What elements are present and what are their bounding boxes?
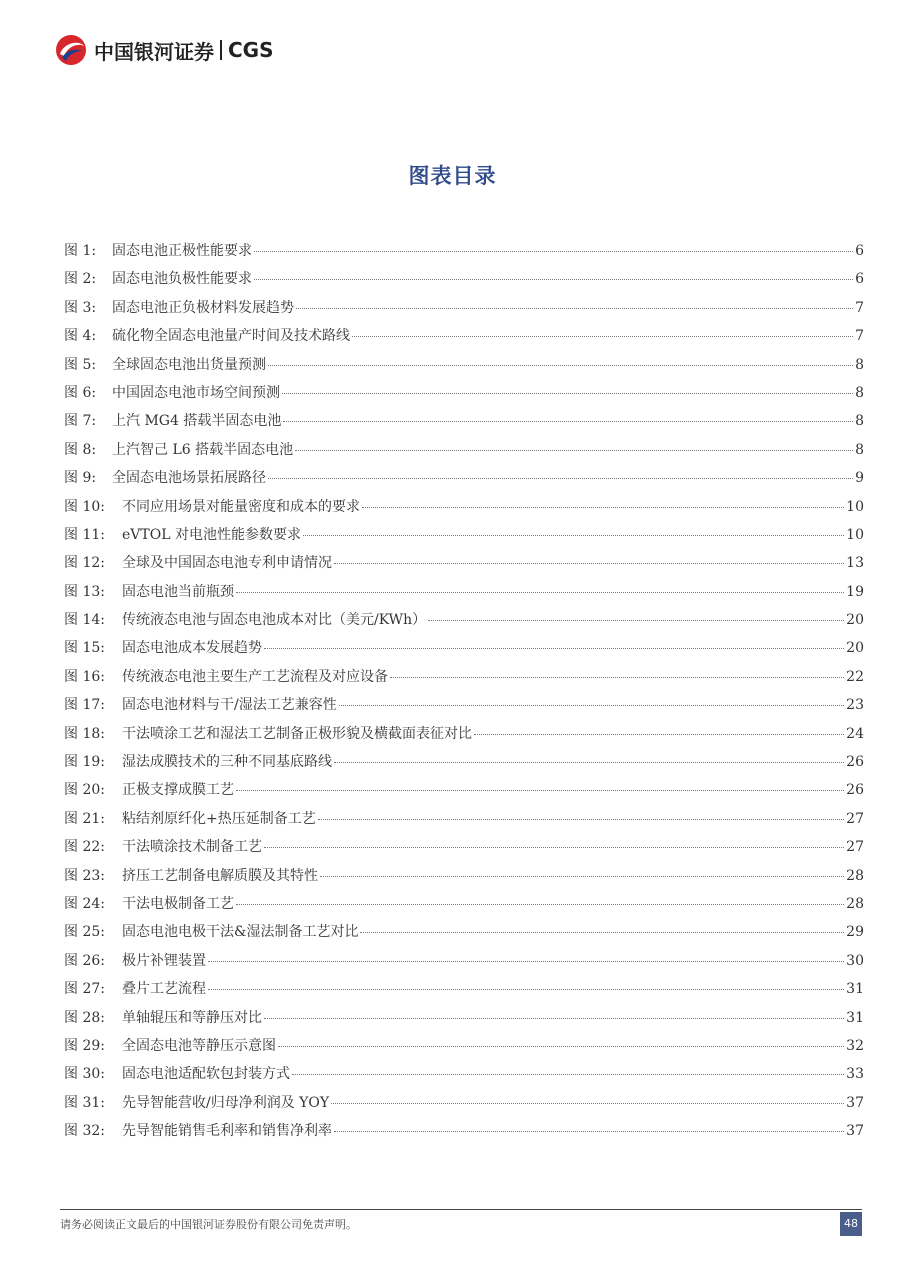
toc-entry-page: 6: [855, 243, 864, 259]
toc-entry-title: 全固态电池等静压示意图: [122, 1037, 276, 1054]
toc-entry-page: 8: [855, 356, 864, 373]
toc-entry-title: 干法喷涂工艺和湿法工艺制备正极形貌及横截面表征对比: [122, 725, 472, 742]
footer-disclaimer: 请务必阅读正文最后的中国银河证券股份有限公司免责声明。: [60, 1218, 357, 1231]
toc-entry[interactable]: [64, 297, 864, 325]
toc-entry-page: 8: [855, 413, 864, 430]
toc-entry[interactable]: [64, 751, 864, 779]
toc-entry[interactable]: [64, 921, 864, 949]
toc-dot-leader: [254, 278, 853, 280]
toc-entry[interactable]: [64, 439, 864, 467]
toc-entry-title: 先导智能销售毛利率和销售净利率: [122, 1123, 332, 1140]
toc-entry-title: 中国固态电池市场空间预测: [112, 384, 280, 401]
toc-dot-leader: [282, 392, 853, 394]
toc-dot-leader: [390, 676, 844, 678]
toc-entry-title: 全球固态电池出货量预测: [112, 356, 266, 373]
toc-entry[interactable]: [64, 581, 864, 609]
toc-entry-title: 固态电池负极性能要求: [112, 271, 252, 288]
toc-dot-leader: [334, 562, 844, 564]
toc-entry-label: 图 12:: [64, 555, 105, 572]
toc-entry[interactable]: [64, 666, 864, 694]
toc-entry-label: 图 24:: [64, 895, 105, 912]
toc-entry[interactable]: [64, 382, 864, 410]
toc-entry[interactable]: [64, 694, 864, 722]
toc-entry-page: 28: [846, 867, 864, 884]
toc-dot-leader: [264, 1017, 844, 1019]
toc-entry-title: 全固态电池场景拓展路径: [112, 470, 266, 487]
toc-entry[interactable]: [64, 865, 864, 893]
toc-entry-page: 29: [846, 924, 864, 941]
figure-table-of-contents: [64, 240, 864, 1149]
toc-entry-title: 固态电池材料与干/湿法工艺兼容性: [122, 697, 337, 714]
toc-entry-page: 37: [846, 1094, 864, 1111]
toc-entry-title: 正极支撑成膜工艺: [122, 782, 234, 799]
toc-entry-label: 图 13:: [64, 583, 105, 600]
toc-entry[interactable]: [64, 779, 864, 807]
toc-dot-leader: [208, 988, 844, 990]
toc-dot-leader: [283, 420, 853, 422]
toc-entry-title: 叠片工艺流程: [122, 981, 206, 998]
toc-entry-label: 图 4:: [64, 328, 97, 345]
toc-entry-label: 图 23:: [64, 867, 105, 884]
logo-chinese-name: 中国银河证券: [94, 39, 214, 64]
toc-entry-label: 图 21:: [64, 810, 105, 827]
toc-entry-title: 传统液态电池与固态电池成本对比（美元/KWh）: [122, 612, 427, 629]
toc-entry-label: 图 10:: [64, 498, 105, 515]
toc-entry-title: 硫化物全固态电池量产时间及技术路线: [112, 328, 350, 345]
toc-entry-label: 图 5:: [64, 356, 97, 373]
toc-entry-label: 图 26:: [64, 952, 105, 969]
toc-entry-label: 图 9:: [64, 470, 97, 487]
toc-entry-title: 干法喷涂技术制备工艺: [122, 839, 262, 856]
toc-entry[interactable]: [64, 1063, 864, 1091]
toc-entry-label: 图 31:: [64, 1094, 105, 1111]
toc-dot-leader: [318, 818, 844, 820]
toc-entry-label: 图 6:: [64, 384, 97, 401]
toc-entry-label: 图 32:: [64, 1123, 105, 1140]
toc-entry[interactable]: [64, 496, 864, 524]
toc-entry-title: 固态电池适配软包封装方式: [122, 1066, 290, 1083]
toc-entry-page: 20: [846, 612, 864, 629]
toc-entry[interactable]: [64, 1007, 864, 1035]
toc-entry-page: 10: [846, 526, 864, 543]
toc-entry-label: 图 15:: [64, 640, 105, 657]
logo-english-name: CGS: [228, 38, 274, 62]
page-title: 图表目录: [408, 163, 497, 188]
toc-dot-leader: [292, 1073, 844, 1075]
toc-dot-leader: [352, 335, 853, 337]
toc-entry-title: 不同应用场景对能量密度和成本的要求: [122, 498, 360, 515]
toc-entry[interactable]: [64, 1035, 864, 1063]
toc-entry-page: 24: [846, 725, 864, 742]
toc-entry-title: 传统液态电池主要生产工艺流程及对应设备: [122, 668, 388, 685]
toc-entry[interactable]: [64, 268, 864, 296]
toc-entry-label: 图 25:: [64, 924, 105, 941]
toc-entry-title: 上汽 MG4 搭载半固态电池: [112, 413, 282, 430]
toc-entry-page: 6: [855, 271, 864, 288]
toc-entry[interactable]: [64, 240, 864, 268]
toc-entry-page: 37: [846, 1123, 864, 1140]
toc-entry-page: 26: [846, 754, 864, 771]
toc-entry-page: 22: [846, 668, 864, 685]
toc-entry[interactable]: [64, 978, 864, 1006]
toc-entry-label: 图 7:: [64, 413, 97, 430]
toc-entry-label: 图 29:: [64, 1037, 105, 1054]
toc-dot-leader: [236, 591, 844, 593]
toc-entry[interactable]: [64, 1120, 864, 1148]
toc-entry-page: 31: [846, 1009, 864, 1026]
toc-dot-leader: [254, 250, 853, 252]
toc-entry[interactable]: [64, 836, 864, 864]
toc-entry[interactable]: [64, 808, 864, 836]
toc-entry[interactable]: [64, 467, 864, 495]
toc-entry-title: 极片补锂装置: [122, 952, 206, 969]
toc-entry-label: 图 2:: [64, 271, 97, 288]
toc-dot-leader: [320, 875, 844, 877]
toc-entry-page: 9: [855, 470, 864, 487]
toc-entry[interactable]: [64, 410, 864, 438]
toc-entry-label: 图 19:: [64, 754, 105, 771]
toc-entry-page: 33: [846, 1066, 864, 1083]
toc-entry-label: 图 30:: [64, 1066, 105, 1083]
page-number-badge: 48: [840, 1212, 862, 1236]
toc-dot-leader: [208, 960, 844, 962]
toc-entry-label: 图 14:: [64, 612, 105, 629]
toc-entry-page: 28: [846, 895, 864, 912]
toc-dot-leader: [296, 307, 853, 309]
toc-entry-label: 图 8:: [64, 441, 97, 458]
toc-dot-leader: [236, 789, 844, 791]
toc-entry[interactable]: [64, 609, 864, 637]
toc-entry[interactable]: [64, 325, 864, 353]
toc-dot-leader: [264, 647, 844, 649]
toc-entry-page: 27: [846, 839, 864, 856]
toc-entry-title: 干法电极制备工艺: [122, 895, 234, 912]
toc-entry-page: 19: [846, 583, 864, 600]
toc-entry-title: 固态电池成本发展趋势: [122, 640, 262, 657]
toc-entry-label: 图 22:: [64, 839, 105, 856]
brand-logo: [54, 34, 274, 66]
toc-entry-page: 26: [846, 782, 864, 799]
toc-entry-title: 固态电池电极干法&湿法制备工艺对比: [122, 924, 359, 941]
toc-dot-leader: [264, 846, 844, 848]
toc-entry-page: 8: [855, 441, 864, 458]
toc-entry-title: eVTOL 对电池性能参数要求: [122, 526, 301, 543]
toc-entry-label: 图 1:: [64, 243, 97, 259]
toc-entry-label: 图 28:: [64, 1009, 105, 1026]
toc-entry-label: 图 3:: [64, 299, 97, 316]
toc-entry[interactable]: [64, 723, 864, 751]
toc-dot-leader: [331, 1102, 844, 1104]
toc-entry[interactable]: [64, 354, 864, 382]
toc-entry-title: 全球及中国固态电池专利申请情况: [122, 555, 332, 572]
toc-entry-label: 图 20:: [64, 782, 105, 799]
toc-dot-leader: [236, 903, 844, 905]
toc-entry-title: 湿法成膜技术的三种不同基底路线: [122, 754, 332, 771]
toc-entry-page: 30: [846, 952, 864, 969]
toc-entry[interactable]: [64, 524, 864, 552]
toc-entry-title: 先导智能营收/归母净利润及 YOY: [122, 1094, 330, 1111]
toc-entry-page: 20: [846, 640, 864, 657]
toc-dot-leader: [334, 761, 844, 763]
toc-dot-leader: [303, 534, 844, 536]
toc-dot-leader: [474, 733, 844, 735]
toc-dot-leader: [268, 477, 853, 479]
toc-entry[interactable]: [64, 637, 864, 665]
toc-entry-label: 图 17:: [64, 697, 105, 714]
footer-divider: [60, 1209, 862, 1210]
toc-entry-title: 粘结剂原纤化+热压延制备工艺: [122, 810, 316, 827]
toc-dot-leader: [339, 704, 844, 706]
toc-entry-page: 8: [855, 384, 864, 401]
toc-dot-leader: [360, 931, 844, 933]
toc-entry-title: 单轴辊压和等静压对比: [122, 1009, 262, 1026]
cgs-logo-icon: [54, 34, 88, 66]
toc-entry-page: 13: [846, 555, 864, 572]
toc-dot-leader: [362, 506, 844, 508]
toc-entry-title: 挤压工艺制备电解质膜及其特性: [122, 867, 318, 884]
toc-entry-label: 图 11:: [64, 526, 105, 543]
toc-entry-label: 图 18:: [64, 725, 105, 742]
toc-entry[interactable]: [64, 552, 864, 580]
toc-entry-page: 27: [846, 810, 864, 827]
toc-dot-leader: [278, 1045, 844, 1047]
toc-dot-leader: [268, 364, 853, 366]
toc-dot-leader: [428, 619, 844, 621]
toc-entry-label: 图 16:: [64, 668, 105, 685]
toc-entry[interactable]: [64, 1092, 864, 1120]
toc-entry-page: 7: [855, 299, 864, 316]
toc-entry[interactable]: [64, 950, 864, 978]
toc-entry[interactable]: [64, 893, 864, 921]
toc-entry-page: 32: [846, 1037, 864, 1054]
toc-entry-page: 10: [846, 498, 864, 515]
toc-dot-leader: [334, 1130, 844, 1132]
toc-entry-title: 固态电池正极性能要求: [112, 243, 252, 259]
toc-entry-page: 23: [846, 697, 864, 714]
toc-dot-leader: [295, 449, 853, 451]
logo-separator: [220, 40, 222, 60]
toc-entry-title: 固态电池正负极材料发展趋势: [112, 299, 294, 316]
toc-entry-title: 固态电池当前瓶颈: [122, 583, 234, 600]
toc-entry-label: 图 27:: [64, 981, 105, 998]
toc-entry-title: 上汽智己 L6 搭载半固态电池: [112, 441, 294, 458]
toc-entry-page: 31: [846, 981, 864, 998]
toc-entry-page: 7: [855, 328, 864, 345]
